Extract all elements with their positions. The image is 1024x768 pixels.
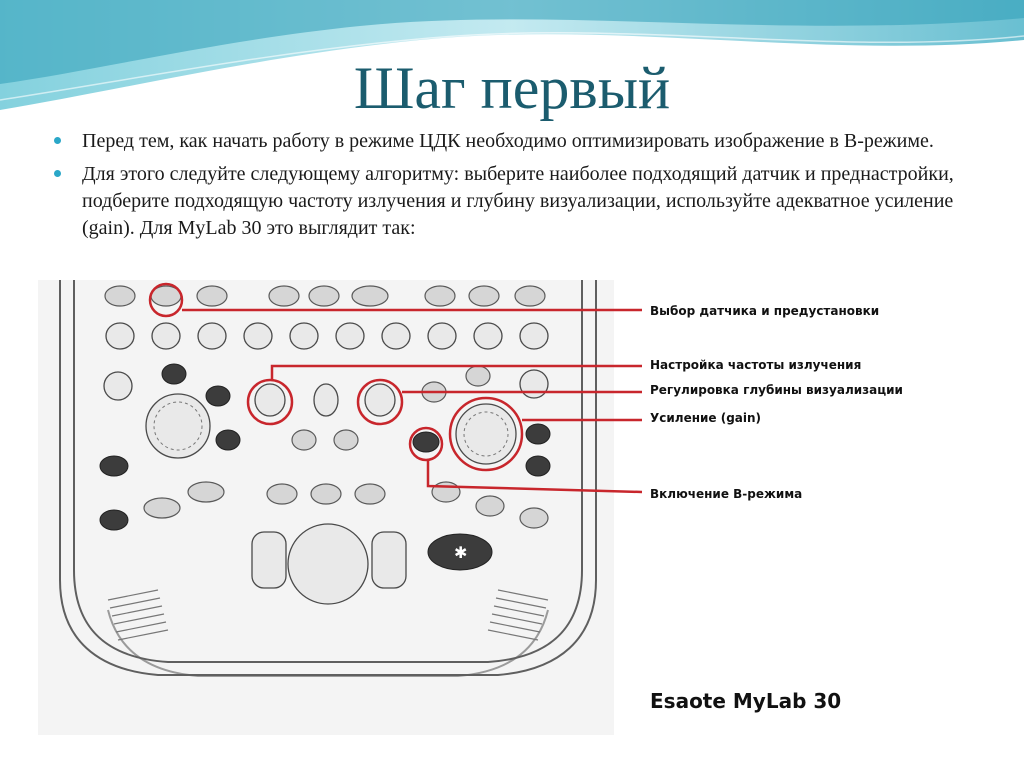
knob[interactable] [152, 323, 180, 349]
bullet-list [52, 128, 982, 248]
key[interactable] [105, 286, 135, 306]
key[interactable] [197, 286, 227, 306]
key[interactable] [144, 498, 180, 518]
mylab30-control-panel-figure [38, 280, 962, 735]
knob[interactable] [520, 323, 548, 349]
knob[interactable] [290, 323, 318, 349]
knob[interactable] [382, 323, 410, 349]
annotation-gain: Усиление (gain) [650, 411, 762, 425]
bullet-item: Перед тем, как начать работу в режиме ЦДК необходимо оптимизировать изображение в В-режиме. [52, 128, 982, 155]
b-mode-key[interactable] [413, 432, 439, 452]
key[interactable] [267, 484, 297, 504]
knob[interactable] [336, 323, 364, 349]
freeze-icon: ✱ [454, 543, 468, 562]
key[interactable] [216, 430, 240, 450]
key[interactable] [355, 484, 385, 504]
knob[interactable] [104, 372, 132, 400]
key[interactable] [466, 366, 490, 386]
left-trackball-key[interactable] [252, 532, 286, 588]
trackball[interactable] [288, 524, 368, 604]
knob[interactable] [198, 323, 226, 349]
knob[interactable] [106, 323, 134, 349]
knob[interactable] [428, 323, 456, 349]
key[interactable] [334, 430, 358, 450]
knob[interactable] [244, 323, 272, 349]
knob[interactable] [474, 323, 502, 349]
annotation-depth: Регулировка глубины визуализации [650, 383, 903, 397]
key[interactable] [206, 386, 230, 406]
dial-knob[interactable] [146, 394, 210, 458]
key[interactable] [515, 286, 545, 306]
key[interactable] [520, 508, 548, 528]
annotation-b-mode: Включение В-режима [650, 487, 803, 501]
key[interactable] [425, 286, 455, 306]
key[interactable] [100, 456, 128, 476]
right-trackball-key[interactable] [372, 532, 406, 588]
top-key-row [105, 286, 545, 306]
key[interactable] [100, 510, 128, 530]
key[interactable] [309, 286, 339, 306]
key[interactable] [352, 286, 388, 306]
depth-knob[interactable] [365, 384, 395, 416]
bullet-item: Для этого следуйте следующему алгоритму: выберите наиболее подходящий датчик и преднастройки, подберите подходящую частоту излучения и глубину визуализации, используйте адекватное усиление (gain). Для MyLab 30 это выглядит так: [52, 161, 982, 242]
key[interactable] [469, 286, 499, 306]
annotation-probe-preset: Выбор датчика и предустановки [650, 304, 880, 318]
key[interactable] [188, 482, 224, 502]
key[interactable] [162, 364, 186, 384]
key[interactable] [311, 484, 341, 504]
knob[interactable] [520, 370, 548, 398]
slide-title: Шаг первый [353, 55, 671, 121]
key[interactable] [526, 424, 550, 444]
key[interactable] [476, 496, 504, 516]
knob[interactable] [314, 384, 338, 416]
gain-dial-knob[interactable] [456, 404, 516, 464]
annotation-frequency: Настройка частоты излучения [650, 358, 862, 372]
key[interactable] [526, 456, 550, 476]
frequency-knob[interactable] [255, 384, 285, 416]
figure-caption: Esaote MyLab 30 [650, 689, 842, 713]
key[interactable] [292, 430, 316, 450]
key[interactable] [269, 286, 299, 306]
